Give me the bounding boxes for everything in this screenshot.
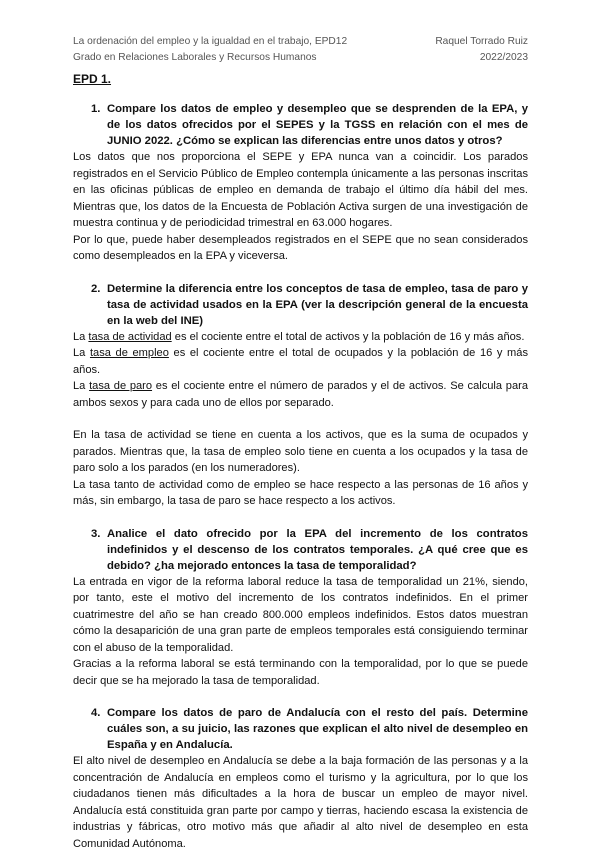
page-header: [73, 34, 528, 66]
answer-paragraph: El alto nivel de desempleo en Andalucía se debe a la baja formación de las personas y a la concentración de Andalucía en empleos como el turismo y la agricultura, por lo que los ciudadanos tienen más dificultades a la hora de buscar un empleo de mayor nivel. Andalucía está constituida gran parte por campo y tierras, haciendo escasa la existencia de industrias y fábricas, otro motivo más que añadir al alto nivel de desempleo en esta Comunidad Autónoma.: [73, 755, 528, 850]
question-1: [73, 101, 528, 149]
text-fragment: es el cociente entre el total de ocupados y la población de 16 y más años.: [73, 347, 529, 376]
question-2: [73, 281, 528, 329]
question-text: Determine la diferencia entre los conceptos de tasa de empleo, tasa de paro y tasa de actividad usados en la EPA (ver la descripción general de la encuesta en la web del INE): [107, 282, 528, 327]
definition-employment-rate: [73, 345, 528, 378]
text-fragment: es el cociente entre el número de parados y el de activos. Se calcula para ambos sexos y para cada uno de ellos por separado.: [73, 380, 529, 409]
answer-paragraph: La tasa tanto de actividad como de empleo se hace respecto a las personas de 16 años y más, sin embargo, la tasa de paro se hace respecto a los activos.: [73, 478, 528, 507]
header-degree: Grado en Relaciones Laborales y Recursos Humanos: [73, 52, 317, 63]
answer-paragraph: Gracias a la reforma laboral se está terminando con la temporalidad, por lo que se puede decir que se ha mejorado la tasa de temporalidad.: [73, 658, 528, 687]
document-title: EPD 1.: [73, 72, 112, 86]
answer-paragraph: En la tasa de actividad se tiene en cuenta a los activos, que es la suma de ocupados y parados. Mientras que, la tasa de empleo solo tiene en cuenta a los ocupados y la tasa de paro solo a los parados (en los numeradores).: [73, 429, 528, 474]
question-text: Analice el dato ofrecido por la EPA del incremento de los contratos indefinidos y el descenso de los contratos temporales. ¿A qué cree que es debido? ¿ha mejorado entonces la tasa de temporalidad?: [107, 527, 528, 572]
text-fragment: La: [73, 380, 90, 392]
header-year: 2022/2023: [479, 52, 528, 63]
question-number: 2.: [91, 282, 101, 295]
text-fragment: es el cociente entre el total de activos y la población de 16 y más años.: [171, 330, 525, 343]
question-text: Compare los datos de paro de Andalucía con el resto del país. Determine cuáles son, a su juicio, las razones que explican el alto nivel de desempleo en España y en Andalucía.: [107, 707, 528, 751]
question-number: 1.: [91, 103, 101, 115]
term-employment-rate: tasa de empleo: [89, 347, 169, 359]
header-author: Raquel Torrado Ruiz: [435, 36, 528, 47]
term-unemployment-rate: tasa de paro: [89, 380, 153, 392]
answer-paragraph: La entrada en vigor de la reforma laboral reduce la tasa de temporalidad un 21%, siendo, por tanto, este el motivo del incremento de los contratos indefinidos. En el primer cuatrimestre del año se han creado 800.000 empleos indefinidos. Estos datos muestran cómo la desaparición de una gran parte de empleos temporales está consiguiendo terminar con el abuso de la temporalidad.: [73, 575, 528, 654]
text-fragment: La: [73, 347, 90, 359]
answer-paragraph: Los datos que nos proporciona el SEPE y EPA nunca van a coincidir. Los parados registrados en el Servicio Público de Empleo contempla únicamente a las personas inscritas en las oficinas públicas de empleo en demanda de trabajo el último día hábil del mes. Mientras que, los datos de la Encuesta de Población Activa surgen de una investigación de muestra continua y de periodicidad trimestral en 63.000 hogares.: [73, 151, 528, 229]
definition-activity-rate: [73, 329, 528, 346]
header-course-title: La ordenación del empleo y la igualdad en el trabajo, EPD12: [73, 36, 348, 47]
definition-unemployment-rate: [73, 378, 528, 411]
term-activity-rate: tasa de actividad: [88, 330, 172, 343]
question-number: 3.: [91, 527, 101, 540]
question-number: 4.: [91, 707, 101, 719]
question-text: Compare los datos de empleo y desempleo que se desprenden de la EPA, y de los datos ofrecidos por el SEPES y la TGSS en relación con el mes de JUNIO 2022. ¿Cómo se explican las diferencias entre unos datos y otros?: [107, 103, 528, 147]
text-fragment: La: [73, 330, 89, 343]
answer-paragraph: Por lo que, puede haber desempleados registrados en el SEPE que no sean considerados como desempleados en la EPA y viceversa.: [73, 233, 528, 262]
question-3: [73, 526, 528, 574]
question-4: [73, 705, 528, 753]
document-body: [73, 71, 528, 852]
